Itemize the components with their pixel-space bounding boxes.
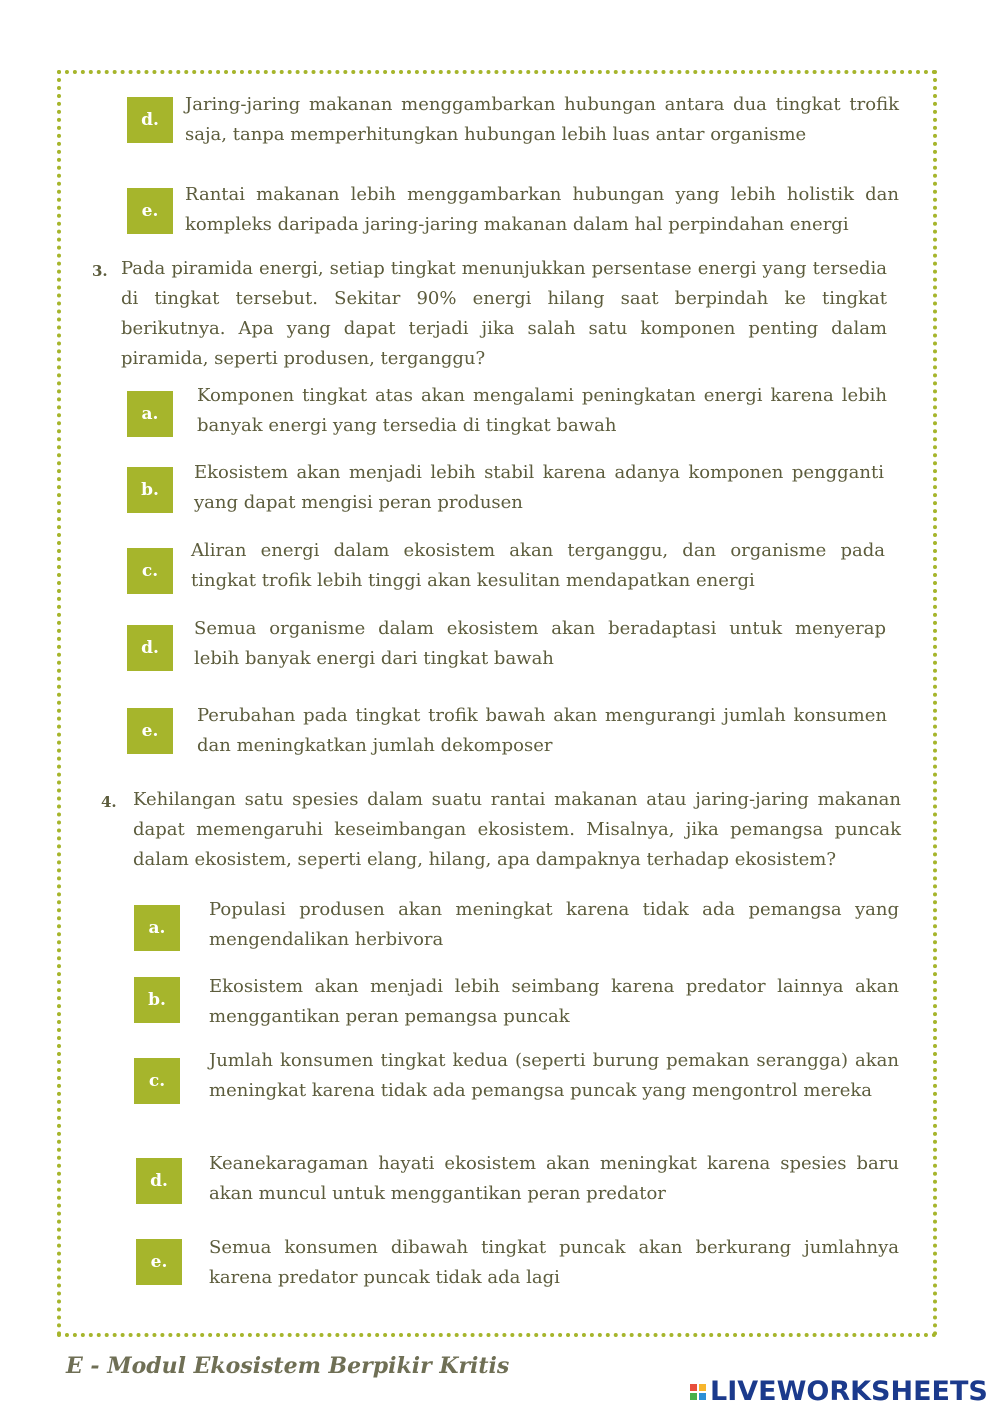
option-letter: d. (141, 638, 159, 658)
option-letter: d. (150, 1171, 168, 1191)
liveworksheets-logo-icon (690, 1384, 706, 1400)
q2-option-d-box[interactable] (127, 97, 173, 143)
q4-option-e-text: Semua konsumen dibawah tingkat puncak akan berkurang jumlahnya karena predator puncak tidak ada lagi (209, 1237, 899, 1288)
q4-option-d-text: Keanekaragaman hayati ekosistem akan meningkat karena spesies baru akan muncul untuk menggantikan peran predator (209, 1153, 899, 1204)
q3-option-d-text: Semua organisme dalam ekosistem akan beradaptasi untuk menyerap lebih banyak energi dari tingkat bawah (194, 618, 886, 669)
option-letter: c. (148, 1071, 166, 1091)
q3-option-c-text: Aliran energi dalam ekosistem akan terganggu, dan organisme pada tingkat trofik lebih tinggi akan kesulitan mendapatkan energi (191, 540, 885, 591)
q3-option-c-box[interactable] (127, 548, 173, 594)
q2-option-e-text: Rantai makanan lebih menggambarkan hubungan yang lebih holistik dan kompleks daripada jaring-jaring makanan dalam hal perpindahan energi (185, 184, 899, 235)
option-letter: a. (148, 918, 166, 938)
q3-option-e-box[interactable] (127, 708, 173, 754)
q3-option-d-box[interactable] (127, 625, 173, 671)
q4-option-b-box[interactable] (134, 977, 180, 1023)
q2-option-e-box[interactable] (127, 188, 173, 234)
q4-question: Kehilangan satu spesies dalam suatu rantai makanan atau jaring-jaring makanan dapat memengaruhi keseimbangan ekosistem. Misalnya, jika pemangsa puncak dalam ekosistem, seperti elang, hilang, apa dampaknya terhadap ekosistem? (133, 789, 901, 870)
q4-number: 4. (101, 793, 117, 811)
q4-option-c-box[interactable] (134, 1058, 180, 1104)
q3-option-a-box[interactable] (127, 391, 173, 437)
q4-option-b-text: Ekosistem akan menjadi lebih seimbang karena predator lainnya akan menggantikan peran pemangsa puncak (209, 976, 899, 1027)
q3-number: 3. (92, 262, 108, 280)
q4-option-d-box[interactable] (136, 1158, 182, 1204)
q4-option-a-box[interactable] (134, 905, 180, 951)
q4-option-e-box[interactable] (136, 1239, 182, 1285)
option-letter: e. (141, 721, 159, 741)
q3-option-a-text: Komponen tingkat atas akan mengalami peningkatan energi karena lebih banyak energi yang tersedia di tingkat bawah (197, 385, 887, 436)
liveworksheets-logo[interactable] (690, 1376, 988, 1407)
q3-option-b-text: Ekosistem akan menjadi lebih stabil karena adanya komponen pengganti yang dapat mengisi peran produsen (194, 462, 884, 513)
option-letter: e. (150, 1252, 168, 1272)
q4-option-c-text: Jumlah konsumen tingkat kedua (seperti burung pemakan serangga) akan meningkat karena tidak ada pemangsa puncak yang mengontrol mereka (209, 1050, 899, 1101)
q4-option-a-text: Populasi produsen akan meningkat karena tidak ada pemangsa yang mengendalikan herbivora (209, 899, 899, 950)
option-letter: b. (148, 990, 166, 1010)
liveworksheets-brand-text: LIVEWORKSHEETS (710, 1376, 988, 1407)
q3-question: Pada piramida energi, setiap tingkat menunjukkan persentase energi yang tersedia di tingkat tersebut. Sekitar 90% energi hilang saat berpindah ke tingkat berikutnya. Apa yang dapat terjadi jika salah satu komponen penting dalam piramida, seperti produsen, terganggu? (121, 258, 887, 369)
footer-module-title: E - Modul Ekosistem Berpikir Kritis (66, 1353, 510, 1379)
q3-option-b-box[interactable] (127, 467, 173, 513)
option-letter: c. (141, 561, 159, 581)
option-letter: a. (141, 404, 159, 424)
option-letter: d. (141, 110, 159, 130)
q2-option-d-text: Jaring-jaring makanan menggambarkan hubungan antara dua tingkat trofik saja, tanpa memperhitungkan hubungan lebih luas antar organisme (185, 94, 899, 145)
q3-option-e-text: Perubahan pada tingkat trofik bawah akan mengurangi jumlah konsumen dan meningkatkan jumlah dekomposer (197, 705, 887, 756)
option-letter: e. (141, 201, 159, 221)
option-letter: b. (141, 480, 159, 500)
